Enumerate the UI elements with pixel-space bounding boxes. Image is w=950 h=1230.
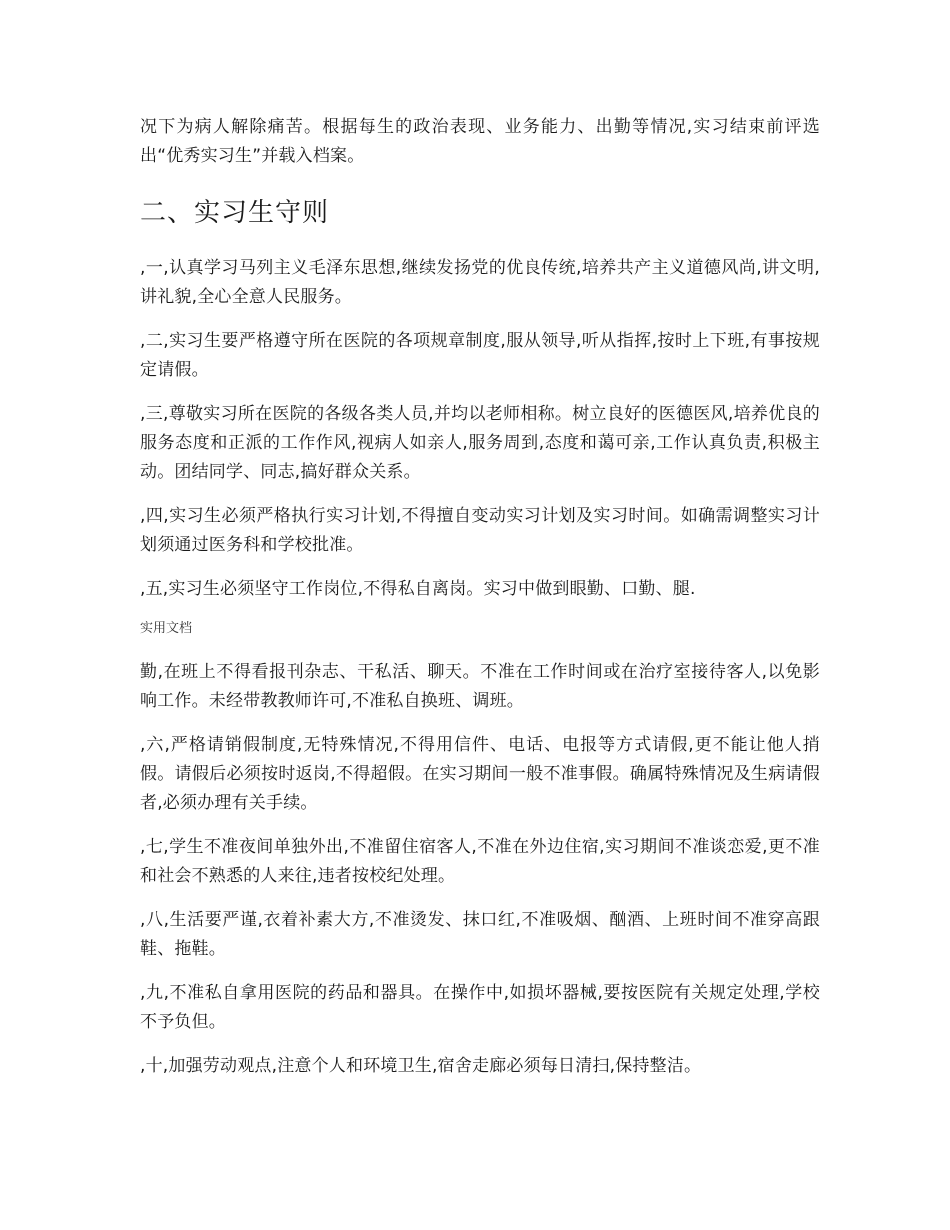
rule-5-continued: 勤,在班上不得看报刊杂志、干私活、聊天。不准在工作时间或在治疗室接待客人,以免影响工作。未经带教教师许可,不准私自换班、调班。 — [140, 662, 820, 711]
rule-5: ,五,实习生必须坚守工作岗位,不得私自离岗。实习中做到眼勤、口勤、腿. — [140, 579, 696, 599]
rule-7: ,七,学生不准夜间单独外出,不准留住宿客人,不准在外边住宿,实习期间不准谈恋爱,更不准和社会不熟悉的人来往,违者按校纪处理。 — [140, 837, 820, 886]
rule-2: ,二,实习生要严格遵守所在医院的各项规章制度,服从领导,听从指挥,按时上下班,有事按规定请假。 — [140, 331, 820, 380]
intro-paragraph: 况下为病人解除痛苦。根据每生的政治表现、业务能力、出勤等情况,实习结束前评选出“优秀实习生”并载入档案。 — [140, 117, 820, 166]
section-heading: 二、实习生守则 — [140, 198, 330, 228]
page-note: 实用文档 — [140, 621, 193, 636]
rule-10: ,十,加强劳动观点,注意个人和环境卫生,宿舍走廊必须每日清扫,保持整洁。 — [140, 1056, 702, 1076]
rule-1: ,一,认真学习马列主义毛泽东思想,继续发扬党的优良传统,培养共产主义道德风尚,讲文明,讲礼貌,全心全意人民服务。 — [140, 258, 820, 307]
rule-8: ,八,生活要严谨,衣着补素大方,不准烫发、抹口红,不准吸烟、酗酒、上班时间不准穿高跟鞋、拖鞋。 — [140, 910, 820, 959]
rule-6: ,六,严格请销假制度,无特殊情况,不得用信件、电话、电报等方式请假,更不能让他人捎假。请假后必须按时返岗,不得超假。在实习期间一般不准事假。确属特殊情况及生病请假者,必须办理有关手续。 — [140, 735, 820, 813]
document-page — [140, 113, 820, 1096]
rule-4: ,四,实习生必须严格执行实习计划,不得擅自变动实习计划及实习时间。如确需调整实习计划须通过医务科和学校批准。 — [140, 506, 820, 555]
rule-9: ,九,不准私自拿用医院的药品和器具。在操作中,如损坏器械,要按医院有关规定处理,学校不予负但。 — [140, 983, 820, 1032]
rule-3: ,三,尊敬实习所在医院的各级各类人员,并均以老师相称。树立良好的医德医风,培养优良的服务态度和正派的工作作风,视病人如亲人,服务周到,态度和蔼可亲,工作认真负责,积极主动。团结同学、同志,搞好群众关系。 — [140, 404, 820, 482]
